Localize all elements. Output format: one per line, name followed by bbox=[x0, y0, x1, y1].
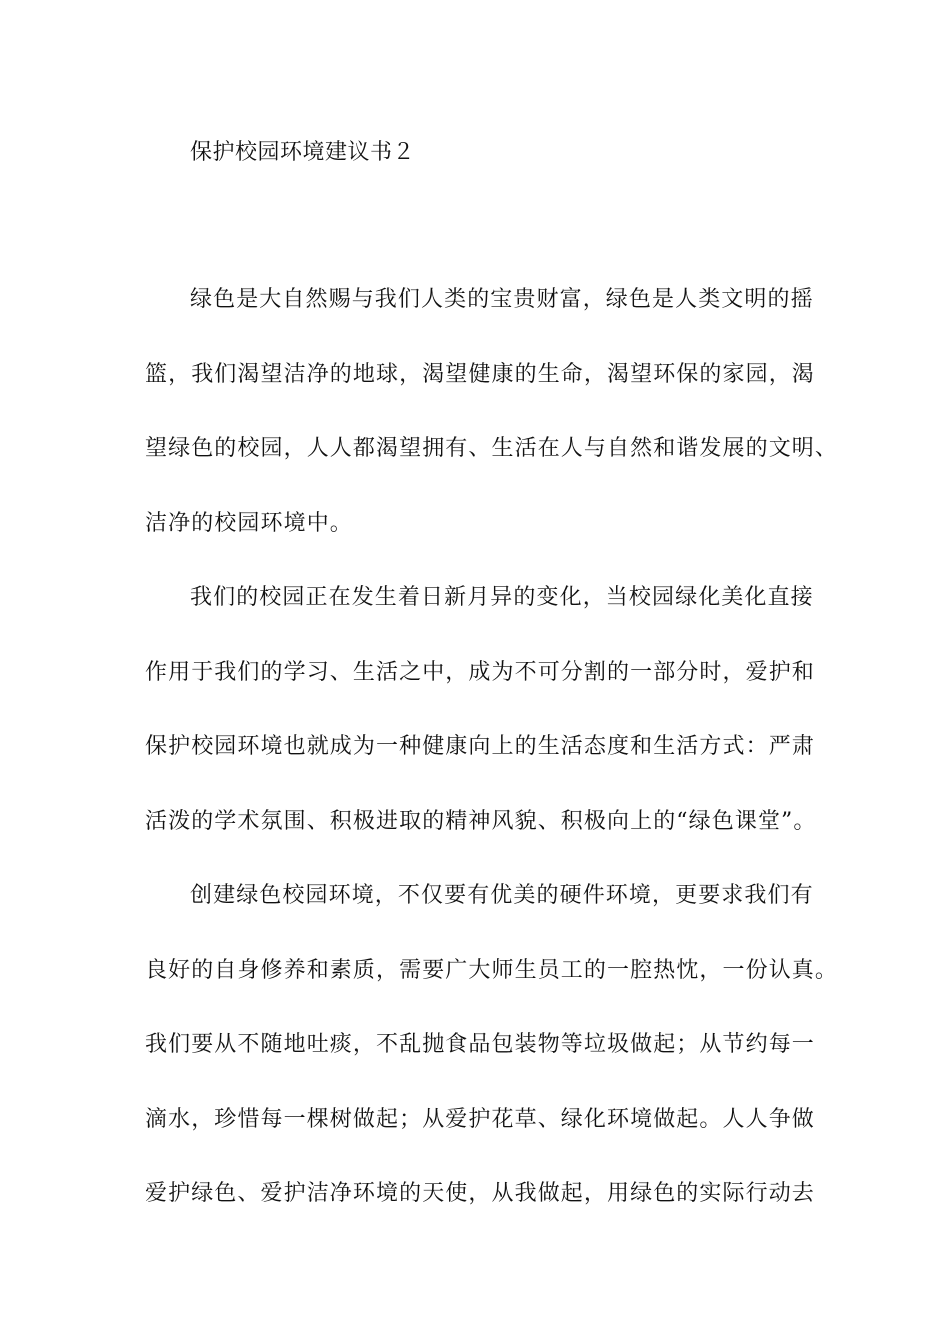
paragraph-3-line-2: 良好的自身修养和素质，需要广大师生员工的一腔热忱，一份认真。 bbox=[145, 957, 839, 983]
paragraph-2-line-2: 作用于我们的学习、生活之中，成为不可分割的一部分时，爱护和 bbox=[145, 659, 815, 685]
paragraph-1-line-2: 篮，我们渴望洁净的地球，渴望健康的生命，渴望环保的家园，渴 bbox=[145, 361, 815, 387]
paragraph-1-line-3: 望绿色的校园，人人都渴望拥有、生活在人与自然和谐发展的文明、 bbox=[145, 436, 839, 461]
paragraph-2-line-4: 活泼的学术氛围、积极进取的精神风貌、积极向上的“绿色课堂”。 bbox=[145, 808, 817, 834]
document-title: 保护校园环境建议书２ bbox=[190, 140, 416, 165]
paragraph-1-line-1: 绿色是大自然赐与我们人类的宝贵财富，绿色是人类文明的摇 bbox=[190, 287, 814, 312]
document-body bbox=[145, 280, 839, 1249]
paragraph-1-line-4: 洁净的校园环境中。 bbox=[145, 510, 353, 536]
paragraph-3-line-1: 创建绿色校园环境，不仅要有优美的硬件环境，更要求我们有 bbox=[190, 883, 814, 908]
paragraph-3-line-4: 滴水，珍惜每一棵树做起；从爱护花草、绿化环境做起。人人争做 bbox=[145, 1106, 815, 1132]
paragraph-2-line-1: 我们的校园正在发生着日新月异的变化，当校园绿化美化直接 bbox=[190, 585, 814, 610]
paragraph-3-line-3: 我们要从不随地吐痰，不乱抛食品包装物等垃圾做起；从节约每一 bbox=[145, 1032, 815, 1057]
paragraph-3-line-5: 爱护绿色、爱护洁净环境的天使，从我做起，用绿色的实际行动去 bbox=[145, 1181, 815, 1206]
paragraph-2-line-3: 保护校园环境也就成为一种健康向上的生活态度和生活方式：严肃 bbox=[145, 734, 815, 759]
